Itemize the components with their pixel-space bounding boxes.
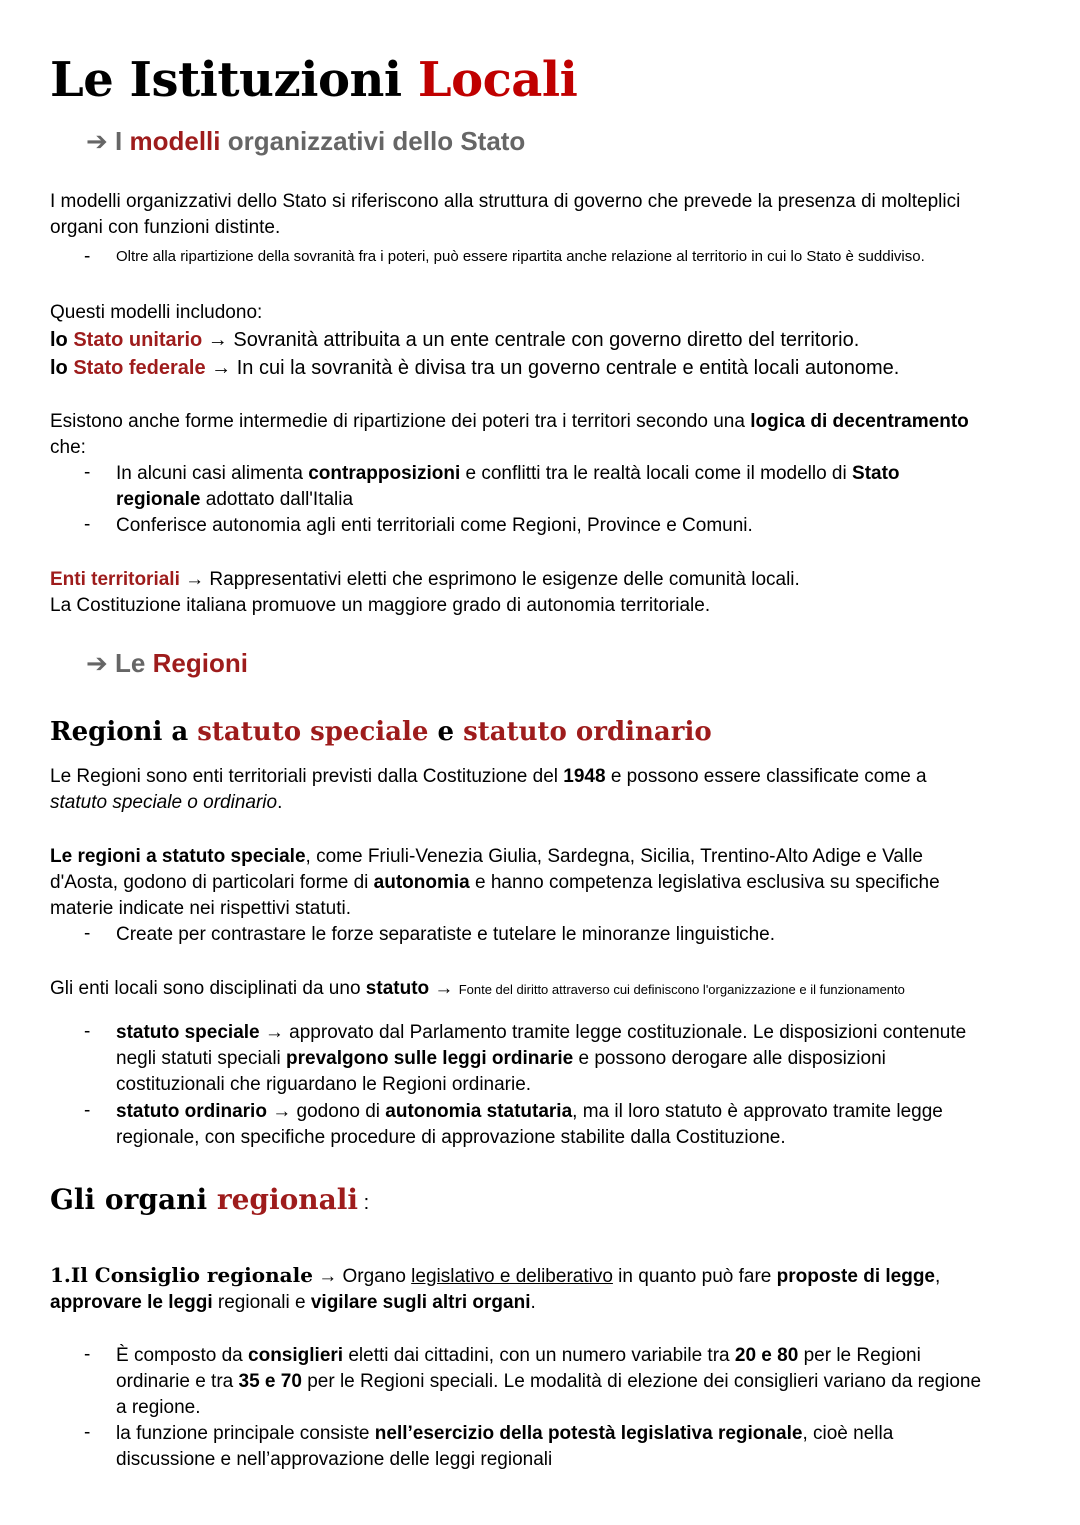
intermediate-line-1: Esistono anche forme intermedie di ripartizione dei poteri tra i territori secondo una logica di decentramento <box>50 411 969 432</box>
title-part2: Locali <box>417 52 578 108</box>
bullet-dash: - <box>84 1422 91 1443</box>
bullet-dash: - <box>84 923 91 944</box>
bullet-dash: - <box>84 514 91 535</box>
bullet-dash: - <box>84 246 91 267</box>
bullet-dash: - <box>84 462 91 483</box>
bullet-dash: - <box>84 1100 91 1121</box>
list-item-autonomia: Conferisce autonomia agli enti territoriali come Regioni, Province e Comuni. <box>116 515 753 536</box>
list-item-statuto-ordinario: statuto ordinario → godono di autonomia statutaria, ma il loro statuto è approvato tramite legge regionale, con specifiche procedure di approvazione stabilite dalla Costituzione. <box>116 1101 943 1148</box>
model-unitario: lo Stato unitario → Sovranità attribuita a un ente centrale con governo diretto del territorio. <box>50 329 860 351</box>
enti-territoriali: Enti territoriali → Rappresentativi eletti che esprimono le esigenze delle comunità locali. <box>50 569 800 590</box>
regioni-para-line-2: statuto speciale o ordinario. <box>50 792 283 813</box>
models-intro: Questi modelli includono: <box>50 302 263 323</box>
list-item-funzione: la funzione principale consiste nell’esercizio della potestà legislativa regionale, cioè nella discussione e nell’approvazione delle leggi regionali <box>116 1423 894 1470</box>
arrow-icon: ➔ <box>86 126 108 156</box>
heading-statuto: Regioni a statuto speciale e statuto ordinario <box>50 717 712 747</box>
regioni-para-line-1: Le Regioni sono enti territoriali previsti dalla Costituzione del 1948 e possono essere classificate come a <box>50 766 927 787</box>
section-heading-modelli: ➔ I modelli organizzativi dello Stato <box>86 126 526 156</box>
bullet-ripartizione: Oltre alla ripartizione della sovranità fra i poteri, può essere ripartita anche relazione al territorio in cui lo Stato è suddiviso. <box>116 248 925 265</box>
list-item-composizione: È composto da consiglieri eletti dai cittadini, con un numero variabile tra 20 e 80 per le Regioni ordinarie e tra 35 e 70 per le Regioni speciali. Le modalità di elezione dei consiglieri variano da regione a regione. <box>116 1345 982 1418</box>
intermediate-line-2: che: <box>50 437 86 458</box>
heading-organi: Gli organi regionali : <box>50 1183 370 1216</box>
bullet-dash: - <box>84 1344 91 1365</box>
list-item-contrapposizioni: In alcuni casi alimenta contrapposizioni e conflitti tra le realtà locali come il modello di Stato regionale adottato dall'Italia <box>116 463 900 510</box>
speciali-line-2: d'Aosta, godono di particolari forme di autonomia e hanno competenza legislativa esclusiva su specifiche <box>50 872 940 893</box>
speciali-line-3: materie indicate nei rispettivi statuti. <box>50 898 351 919</box>
statuto-definition: Gli enti locali sono disciplinati da uno statuto → Fonte del diritto attraverso cui definiscono l'organizzazione e il funzionamento <box>50 978 905 999</box>
page-title <box>50 52 577 108</box>
title-part1: Le Istituzioni <box>50 52 418 108</box>
costituzione-line: La Costituzione italiana promuove un maggiore grado di autonomia territoriale. <box>50 595 711 616</box>
list-item-statuto-speciale: statuto speciale → approvato dal Parlamento tramite legge costituzionale. Le disposizioni contenute negli statuti speciali prevalgono sulle leggi ordinarie e possono derogare alle disposizioni costituzionali che riguardano le Regioni ordinarie. <box>116 1022 967 1095</box>
bullet-dash: - <box>84 1021 91 1042</box>
intro-line-2: organi con funzioni distinte. <box>50 217 281 238</box>
intro-line-1: I modelli organizzativi dello Stato si riferiscono alla struttura di governo che prevede la presenza di molteplici <box>50 191 961 212</box>
consiglio-line-1: 1.Il Consiglio regionale → Organo legislativo e deliberativo in quanto può fare proposte di legge, <box>50 1263 941 1287</box>
model-federale: lo Stato federale → In cui la sovranità è divisa tra un governo centrale e entità locali autonome. <box>50 357 900 379</box>
speciali-line-1: Le regioni a statuto speciale, come Friuli-Venezia Giulia, Sardegna, Sicilia, Trentino-Alto Adige e Valle <box>50 846 923 867</box>
list-item-create: Create per contrastare le forze separatiste e tutelare le minoranze linguistiche. <box>116 924 776 945</box>
consiglio-line-2: approvare le leggi regionali e vigilare sugli altri organi. <box>50 1292 536 1313</box>
arrow-icon: ➔ <box>86 648 108 678</box>
section-heading-regioni: ➔ Le Regioni <box>86 648 248 678</box>
